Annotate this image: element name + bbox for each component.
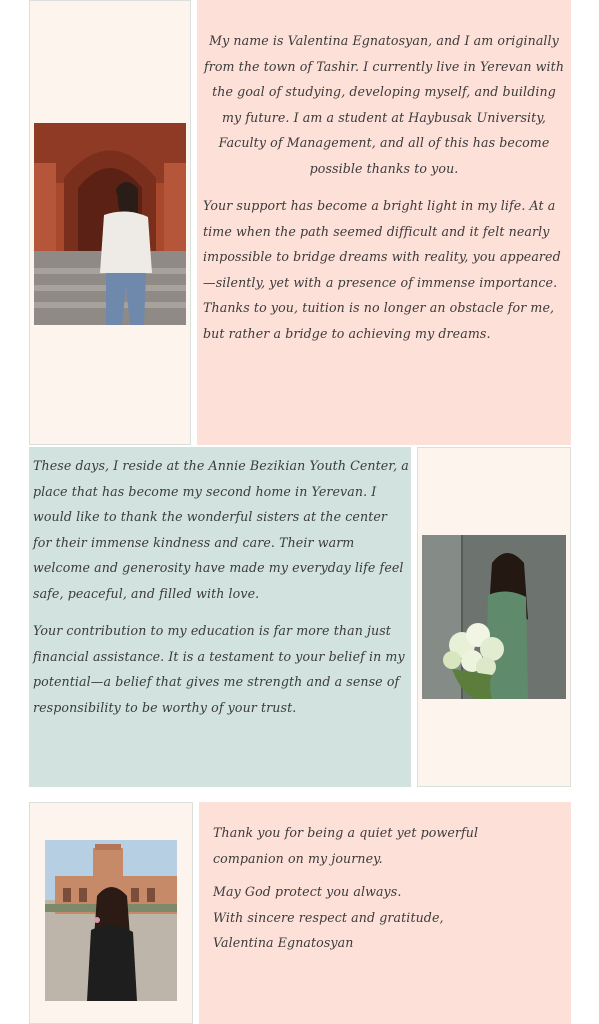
photo-student-at-building-entrance [34, 123, 186, 325]
letter-paragraph-introduction: My name is Valentina Egnatosyan, and I am originally from the town of Tashir. I currently live in Yerevan with the goal of studying, developing myself, and building my future. I am a student at Haybusak University, Faculty of Management, and all of this has become possible thanks to you. [203, 33, 565, 176]
letter-paragraph-contribution: Your contribution to my education is far more than just financial assistance. It is a testament to your belief in my potential—a belief that gives me strength and a sense of responsibility to be worthy of your trust. [33, 623, 405, 715]
letter-paragraph-youth-center: These days, I reside at the Annie Bezikian Youth Center, a place that has become my second home in Yerevan. I would like to thank the wonderful sisters at the center for their immense kindness and care. Their warm welcome and generosity have made my everyday life feel safe, peaceful, and filled with love. [33, 458, 409, 601]
photo-student-in-city-square [45, 840, 177, 1001]
letter-panel-2 [29, 447, 411, 787]
letter-panel-3 [199, 802, 571, 1024]
closing-blessing: May God protect you always. [213, 884, 402, 899]
letter-paragraph-support: Your support has become a bright light in my life. At a time when the path seemed difficult and it felt nearly impossible to bridge dreams with reality, you appeared—silently, yet with a presence of immense importance. Thanks to you, tuition is no longer an obstacle for me, but rather a bridge to achieving my dreams. [203, 198, 561, 341]
photo-student-with-flowers [422, 535, 566, 699]
letter-paragraph-thanks: Thank you for being a quiet yet powerful companion on my journey. [213, 825, 479, 866]
closing-regards: With sincere respect and gratitude, [213, 909, 444, 925]
signature: Valentina Egnatosyan [213, 935, 354, 950]
letter-panel-1 [197, 0, 571, 445]
